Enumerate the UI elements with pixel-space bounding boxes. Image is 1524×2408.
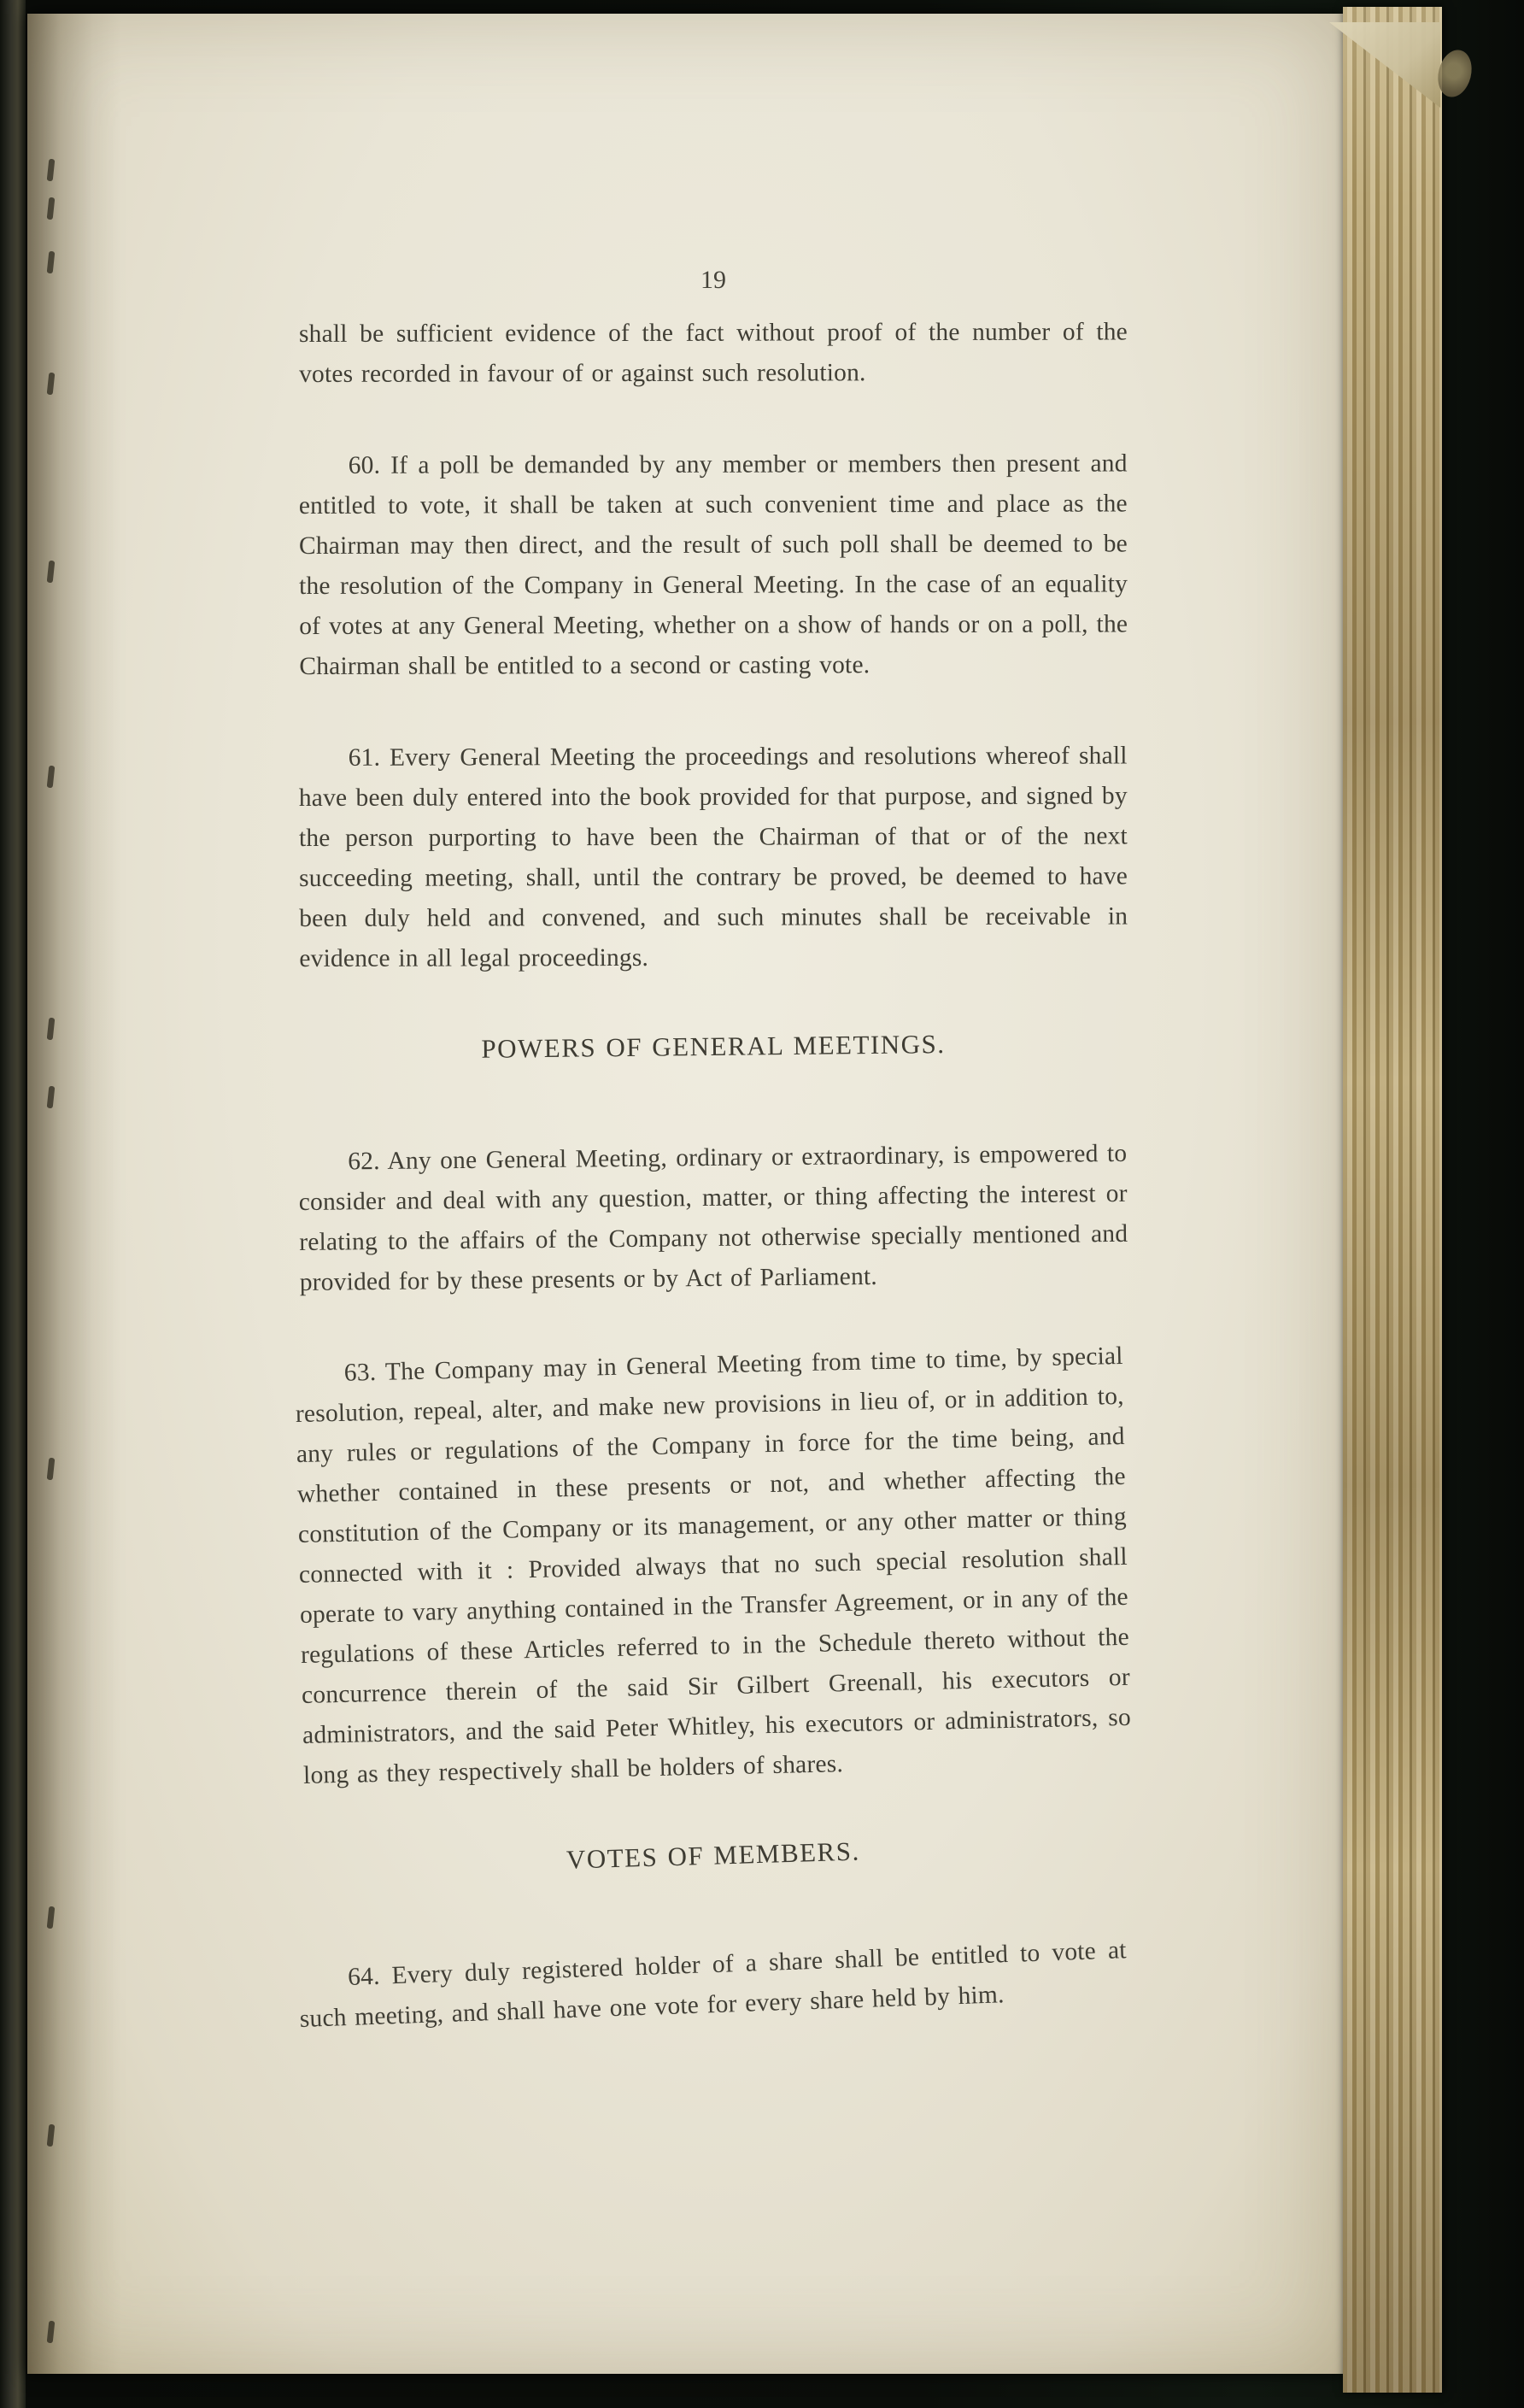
paragraph-61: 61. Every General Meeting the proceedings and resolutions whereof shall have been duly entered into the book provided for that purpose, and signed by the person purporting to have been the Chairman of that or of the next succeeding meeting, shall, until the contrary be proved, be deemed to have been duly held and convened, and such minutes shall be receivable in evidence in all legal proceedings.: [298, 742, 1128, 972]
section-heading-votes-of-members: VOTES OF MEMBERS.: [566, 1835, 861, 1875]
paragraph-60: 60. If a poll be demanded by any member or members then present and entitled to vote, it shall be taken at such convenient time and place as the Chairman may then direct, and the result of such poll shall be deemed to be the resolution of the Company in General Meeting. In the case of an equality of votes at any General Meeting, whether on a show of hands or on a poll, the Chairman shall be entitled to a second or casting vote.: [298, 449, 1128, 680]
section-heading-powers-of-general-meetings: POWERS OF GENERAL MEETINGS.: [481, 1029, 946, 1064]
page-text: [295, 314, 1132, 2091]
document-page: [27, 14, 1343, 2374]
paragraph-62: 62. Any one General Meeting, ordinary or extraordinary, is empowered to consider and deal with any question, matter, or thing affecting the interest or relating to the affairs of the Company not otherwise specially mentioned and provided for by these presents or by Act of Parliament.: [298, 1139, 1128, 1296]
page-number: 19: [700, 266, 726, 294]
binding-gutter-shadow: [27, 14, 121, 2374]
paragraph-continuation: shall be sufficient evidence of the fact without proof of the number of the votes recorded in favour of or against such resolution.: [298, 318, 1128, 388]
paragraph-64: 64. Every duly registered holder of a share shall be entitled to vote at such meeting, and shall have one vote for every share held by him.: [299, 1936, 1128, 2033]
paragraph-63: 63. The Company may in General Meeting from time to time, by special resolution, repeal, alter, and make new provisions in lieu of, or in addition to, any rules or regulations of the Company in force for the time being, and whether contained in these presents or not, and whether affecting the constitution of the Company or its management, or any other matter or thing connected with it : Provided always that no such special resolution shall operate to vary anything contained in the Transfer Agreement, or in any of the regulations of these Articles referred to in the Schedule thereto without the concurrence therein of the said Sir Gilbert Greenall, his executors or administrators, and the said Peter Whitley, his executors or administrators, so long as they respectively shall be holders of shares.: [295, 1342, 1132, 1789]
adjacent-page-edge: [0, 0, 26, 2408]
book-page-edges: [1343, 7, 1442, 2393]
